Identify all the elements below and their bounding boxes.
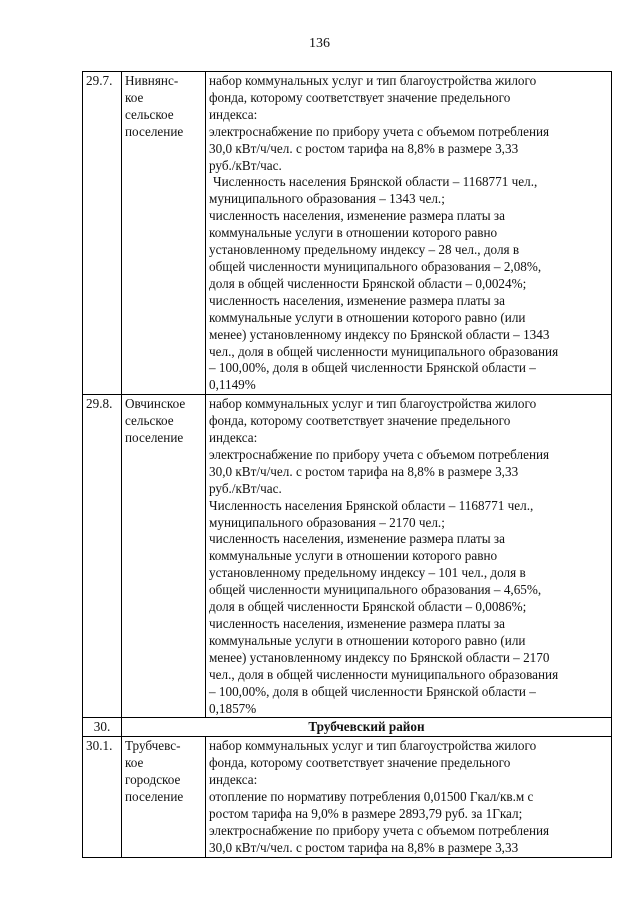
desc-line: численность населения, изменение размера платы за <box>209 616 505 631</box>
name-line: поселение <box>125 789 184 805</box>
desc-line: фонда, которому соответствует значение предельного <box>209 89 511 105</box>
desc-line: набор коммунальных услуг и тип благоустройства жилого <box>209 738 537 754</box>
municipality-name <box>122 737 206 857</box>
page-number: 136 <box>309 36 330 51</box>
index-description <box>206 395 612 718</box>
table-row <box>83 395 612 718</box>
desc-line: муниципального образования – 2170 чел.; <box>209 514 445 530</box>
municipality-name <box>122 72 206 395</box>
municipality-name <box>122 395 206 718</box>
row-number: 29.7. <box>83 72 122 395</box>
desc-line: доля в общей численности Брянской области – 0,0086%; <box>209 599 527 615</box>
desc-line: электроснабжение по прибору учета с объемом потребления <box>209 446 550 462</box>
desc-line: муниципального образования – 1343 чел.; <box>209 191 445 207</box>
desc-line: фонда, которому соответствует значение предельного <box>209 755 511 771</box>
section-row <box>83 718 612 737</box>
desc-line: индекса: <box>209 106 258 122</box>
desc-line: индекса: <box>209 772 258 788</box>
desc-line: общей численности муниципального образования – 2,08%, <box>209 258 542 274</box>
table-body <box>83 72 612 858</box>
name-line: сельское <box>125 413 174 429</box>
table-row <box>83 72 612 395</box>
name-line: Овчинское <box>125 396 186 412</box>
desc-line: менее) установленному индексу по Брянской области – 2170 <box>209 649 550 665</box>
desc-line: коммунальные услуги в отношении которого равно (или <box>209 309 526 325</box>
desc-line: набор коммунальных услуг и тип благоустройства жилого <box>209 396 537 412</box>
name-line: Трубчевс- <box>125 738 181 754</box>
desc-line: 0,1149% <box>209 377 256 393</box>
desc-line: электроснабжение по прибору учета с объемом потребления <box>209 123 550 139</box>
desc-line: общей численности муниципального образования – 4,65%, <box>209 582 542 598</box>
index-description <box>206 737 612 857</box>
desc-line: – 100,00%, доля в общей численности Брянской области – <box>209 683 536 699</box>
row-number: 30.1. <box>83 737 122 857</box>
desc-line: руб./кВт/час. <box>209 157 282 173</box>
desc-line: набор коммунальных услуг и тип благоустройства жилого <box>209 73 537 88</box>
desc-line: установленному предельному индексу – 101 чел., доля в <box>209 565 526 581</box>
desc-line: электроснабжение по прибору учета с объемом потребления <box>209 822 550 838</box>
desc-line: 30,0 кВт/ч/чел. с ростом тарифа на 8,8% в размере 3,33 <box>209 140 519 156</box>
desc-line: индекса: <box>209 430 258 446</box>
desc-line: чел., доля в общей численности муниципального образования <box>209 343 559 359</box>
desc-line: фонда, которому соответствует значение предельного <box>209 413 511 429</box>
desc-line: – 100,00%, доля в общей численности Брянской области – <box>209 360 536 376</box>
desc-line: коммунальные услуги в отношении которого равно (или <box>209 632 526 648</box>
desc-line: численность населения, изменение размера платы за <box>209 208 505 224</box>
section-number: 30. <box>83 718 122 737</box>
name-line: Нивнянс- <box>125 73 179 88</box>
row-number: 29.8. <box>83 395 122 718</box>
name-line: кое <box>125 755 144 771</box>
limit-index-table <box>82 71 612 858</box>
desc-line: 30,0 кВт/ч/чел. с ростом тарифа на 8,8% в размере 3,33 <box>209 839 519 855</box>
desc-line: Численность населения Брянской области – 1168771 чел., <box>209 497 534 513</box>
desc-line: коммунальные услуги в отношении которого равно <box>209 548 498 564</box>
name-line: сельское <box>125 106 174 122</box>
table-row <box>83 737 612 857</box>
name-line: поселение <box>125 123 184 139</box>
desc-line: 0,1857% <box>209 700 257 716</box>
name-line: кое <box>125 89 144 105</box>
desc-line: установленному предельному индексу – 28 чел., доля в <box>209 242 520 258</box>
desc-line: чел., доля в общей численности муниципального образования <box>209 666 559 682</box>
desc-line: руб./кВт/час. <box>209 480 282 496</box>
desc-line: менее) установленному индексу по Брянской области – 1343 <box>209 326 550 342</box>
desc-line: коммунальные услуги в отношении которого равно <box>209 225 498 241</box>
desc-line: численность населения, изменение размера платы за <box>209 531 505 547</box>
desc-line: Численность населения Брянской области – 1168771 чел., <box>213 174 538 190</box>
desc-line: 30,0 кВт/ч/чел. с ростом тарифа на 8,8% в размере 3,33 <box>209 463 519 479</box>
name-line: городское <box>125 772 181 788</box>
section-title: Трубчевский район <box>122 718 612 737</box>
desc-line: численность населения, изменение размера платы за <box>209 292 505 308</box>
name-line: поселение <box>125 430 184 446</box>
desc-line: ростом тарифа на 9,0% в размере 2893,79 руб. за 1Гкал; <box>209 805 523 821</box>
desc-line: отопление по нормативу потребления 0,01500 Гкал/кв.м с <box>209 789 534 805</box>
desc-line: доля в общей численности Брянской области – 0,0024%; <box>209 275 527 291</box>
index-description <box>206 72 612 395</box>
